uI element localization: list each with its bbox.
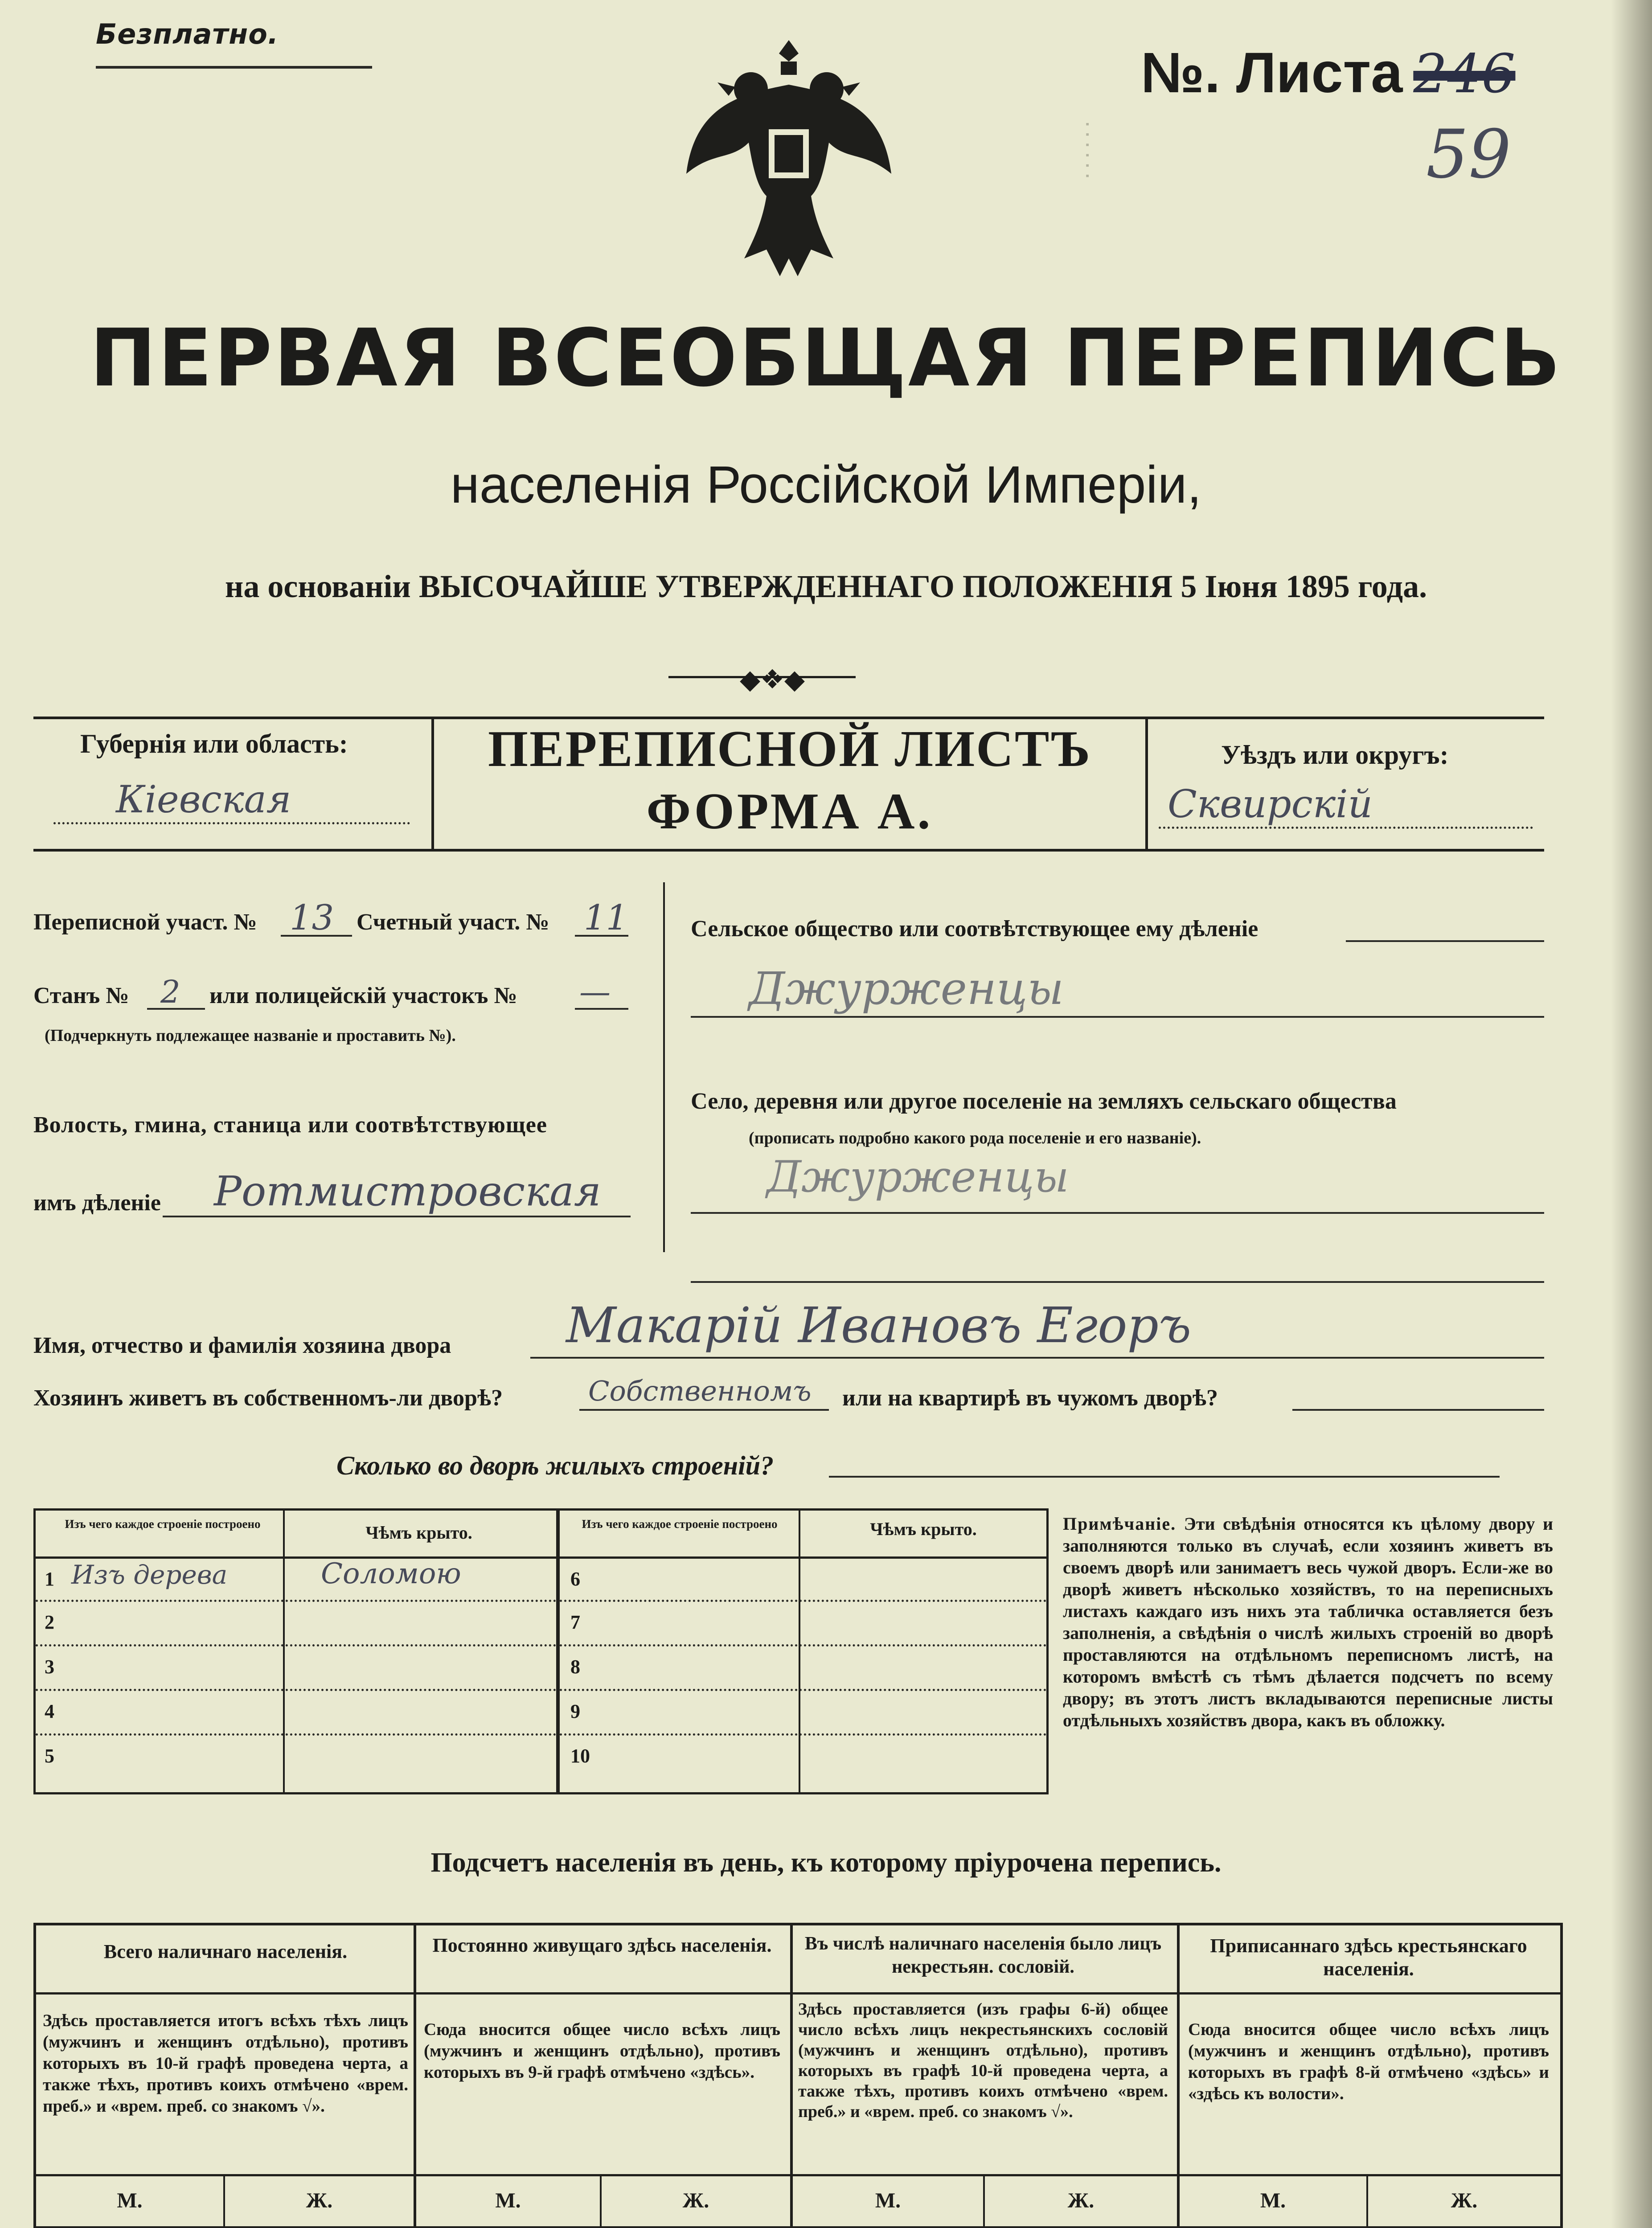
- obschestvo-line-2: [691, 1016, 1544, 1018]
- pop-zh-label: Ж.: [682, 2189, 709, 2212]
- buildings-row-line: [560, 1644, 1046, 1646]
- buildings-table-center: [556, 1511, 560, 1792]
- buildings-row-no: 7: [570, 1611, 580, 1633]
- subtitle: населенія Россійской Имперіи,: [450, 455, 1202, 514]
- buildings-row-no: 1: [45, 1568, 54, 1590]
- stan-line: [147, 1008, 205, 1010]
- buildings-col-material-left: Изъ чего каждое строеніе построено: [65, 1517, 261, 1531]
- buildings-row-no: 3: [45, 1656, 54, 1678]
- header-box-top: [33, 717, 1544, 719]
- note-label: Примѣчаніе.: [1063, 1514, 1176, 1534]
- selo-line-2: [691, 1281, 1544, 1283]
- sheet-no-value: 59: [1426, 116, 1511, 193]
- pop-zh-label: Ж.: [306, 2189, 333, 2212]
- free-label: Безплатно.: [96, 18, 279, 50]
- buildings-col-material-right: Изъ чего каждое строеніе построено: [582, 1517, 778, 1531]
- buildings-row-line: [36, 1600, 556, 1602]
- buildings-col-line-1: [283, 1511, 285, 1792]
- pop-col-desc: Здѣсь проставляется (изъ графы 6-й) общее число всѣхъ лицъ некрестьянскихъ сословій (мужчинъ и женщинъ отдѣльно), противъ которыхъ въ графѣ 10-й проведена черта, а также тѣхъ, противъ коихъ отмѣчено «врем. преб.» и «врем. преб. со знакомъ √».: [798, 2000, 1168, 2121]
- uchast-value: 13: [290, 898, 334, 938]
- pop-col-line: [1177, 1925, 1180, 2228]
- stan-label: Станъ №: [33, 983, 129, 1008]
- header-box-divider-right: [1145, 717, 1148, 852]
- police-label: или полицейскій участокъ №: [209, 983, 517, 1008]
- obschestvo-label: Сельское общество или соотвѣтствующее ему дѣленіе: [691, 916, 1258, 942]
- buildings-row-no: 5: [45, 1745, 54, 1767]
- pop-col-header: Постоянно живущаго здѣсь населенія.: [432, 1934, 772, 1956]
- buildings-row-material: Изъ дерева: [71, 1560, 228, 1590]
- stan-value: 2: [160, 974, 180, 1010]
- buildings-row-line: [560, 1733, 1046, 1736]
- pop-col-desc: Сюда вносится общее число всѣхъ лицъ (мужчинъ и женщинъ отдѣльно), противъ которыхъ въ 9-й графѣ отмѣчено «здѣсь».: [424, 2020, 780, 2082]
- uezd-label: Уѣздъ или округъ:: [1221, 740, 1449, 770]
- form-title: ПЕРЕПИСНОЙ ЛИСТЪ: [488, 721, 1092, 778]
- pop-col-header: Въ числѣ наличнаго населенія было лицъ некрестьян. сословій.: [804, 1933, 1162, 1977]
- buildings-row-line: [560, 1689, 1046, 1691]
- police-value: —: [579, 974, 611, 1010]
- buildings-label: Сколько во дворѣ жилыхъ строеній?: [336, 1451, 774, 1480]
- buildings-col-roof-right: Чѣмъ крыто.: [870, 1519, 977, 1539]
- schetny-line: [575, 935, 628, 937]
- pop-m-label: М.: [875, 2189, 901, 2212]
- buildings-row-no: 8: [570, 1656, 580, 1678]
- volost-label: Волость, гмина, станица или соотвѣтствующее: [33, 1112, 547, 1138]
- pop-col-line: [790, 1925, 793, 2228]
- uchast-label: Переписной участ. №: [33, 909, 257, 935]
- uezd-value: Сквирскій: [1168, 782, 1373, 827]
- buildings-row-line: [36, 1644, 556, 1646]
- buildings-row-no: 2: [45, 1611, 54, 1633]
- population-table: [33, 1923, 1563, 2228]
- selo-label: Село, деревня или другое поселеніе на земляхъ сельскаго общества: [691, 1089, 1397, 1114]
- obschestvo-value: Джурженцы: [749, 962, 1064, 1015]
- selo-line-1: [691, 1212, 1544, 1214]
- form-subtitle: ФОРМА А.: [646, 783, 933, 840]
- owner-value: Макарій Ивановъ Егоръ: [566, 1297, 1192, 1354]
- buildings-table: [33, 1508, 1049, 1794]
- note-block: [1063, 1513, 1553, 1731]
- ornament-icon: ◆❖◆: [740, 665, 805, 694]
- note-text: Эти свѣдѣнія относятся къ цѣлому двору и заполняются только въ случаѣ, если хозяинъ живетъ въ своемъ дворѣ или занимаетъ весь чужой дворъ. Если-же во дворѣ живетъ нѣсколько хозяйствъ, то на переписныхъ листахъ каждаго изъ нихъ эта табличка оставляется безъ заполненія, а свѣдѣнія о числѣ жилыхъ строеній во дворѣ проставляются на отдѣльномъ переписномъ листѣ, на которомъ вмѣстѣ съ тѣмъ дѣлается подсчетъ по всему двору; въ этотъ листъ вкладываются переписные листы отдѣльныхъ хозяйствъ двора, какъ въ обложку.: [1063, 1514, 1553, 1730]
- pop-m-label: М.: [1260, 2189, 1286, 2212]
- buildings-row-no: 4: [45, 1700, 54, 1722]
- buildings-table-header-line: [36, 1556, 1046, 1559]
- selo-value: Джурженцы: [767, 1152, 1069, 1202]
- pop-mf-line-bottom: [36, 2226, 1560, 2228]
- sheet-number: [1141, 40, 1515, 106]
- schetny-label: Счетный участ. №: [357, 909, 549, 935]
- volost-value: Ротмистровская: [214, 1167, 601, 1215]
- uezd-line: [1159, 827, 1533, 829]
- uchast-line: [281, 935, 352, 937]
- owner-label: Имя, отчество и фамилія хозяина двора: [33, 1333, 451, 1358]
- pop-col-desc: Здѣсь проставляется итогъ всѣхъ тѣхъ лицъ (мужчинъ и женщинъ отдѣльно), противъ которыхъ въ 10-й графѣ проведена черта, а также тѣхъ, противъ коихъ отмѣчено «врем. преб.» и «врем. преб. со знакомъ √».: [43, 2011, 408, 2116]
- pop-col-header: Приписаннаго здѣсь крестьянскаго населенія.: [1210, 1935, 1527, 1980]
- pop-m-label: М.: [117, 2189, 143, 2212]
- gubernia-label: Губернія или область:: [80, 729, 348, 758]
- field-area-divider: [663, 882, 665, 1252]
- buildings-col-roof-left: Чѣмъ крыто.: [365, 1523, 472, 1543]
- obschestvo-line-1: [1346, 940, 1544, 942]
- lives-line: [579, 1409, 829, 1411]
- lives-label-2: или на квартирѣ въ чужомъ дворѣ?: [842, 1385, 1218, 1411]
- buildings-row-no: 10: [570, 1745, 590, 1767]
- selo-note: (прописать подробно какого рода поселеніе и его названіе).: [749, 1129, 1201, 1147]
- owner-line: [530, 1357, 1544, 1359]
- buildings-line: [829, 1476, 1500, 1478]
- page-edge-shadow: [1611, 0, 1652, 2228]
- population-title: Подсчетъ населенія въ день, къ которому пріурочена перепись.: [430, 1847, 1222, 1878]
- volost-line: [163, 1216, 631, 1217]
- underline-note: (Подчеркнуть подлежащее названіе и проставить №).: [45, 1026, 456, 1045]
- pop-zh-label: Ж.: [1067, 2189, 1095, 2212]
- gubernia-line: [53, 822, 410, 824]
- bleed-through-text: · · · · · ·: [1078, 121, 1097, 178]
- buildings-row-line: [560, 1600, 1046, 1602]
- lives-line-2: [1292, 1409, 1544, 1411]
- gubernia-value: Кіевская: [116, 778, 291, 821]
- free-underline: [96, 66, 372, 69]
- buildings-row-no: 9: [570, 1700, 580, 1722]
- pop-m-label: М.: [495, 2189, 521, 2212]
- lives-value: Собственномъ: [588, 1375, 812, 1407]
- schetny-value: 11: [584, 898, 628, 938]
- buildings-row-no: 6: [570, 1568, 580, 1590]
- buildings-row-line: [36, 1733, 556, 1736]
- pop-col-desc: Сюда вносится общее число всѣхъ лицъ (мужчинъ и женщинъ отдѣльно), противъ которыхъ въ графѣ 8-й отмѣчено «здѣсь» и «здѣсь къ волости».: [1188, 2020, 1549, 2103]
- police-line: [575, 1008, 628, 1010]
- lives-label: Хозяинъ живетъ въ собственномъ-ли дворѣ?: [33, 1385, 503, 1411]
- pop-mf-line-top: [36, 2174, 1560, 2176]
- pop-zh-label: Ж.: [1451, 2189, 1478, 2212]
- pop-col-line: [414, 1925, 416, 2228]
- main-title: ПЕРВАЯ ВСЕОБЩАЯ ПЕРЕПИСЬ: [90, 312, 1562, 404]
- pop-header-line: [36, 1992, 1560, 1995]
- double-headed-eagle-icon: [677, 27, 900, 294]
- buildings-col-line-2: [799, 1511, 800, 1792]
- basis-line: на основаніи ВЫСОЧАЙШЕ УТВЕРЖДЕННАГО ПОЛОЖЕНІЯ 5 Іюня 1895 года.: [225, 569, 1427, 604]
- pop-col-header: Всего наличнаго населенія.: [103, 1941, 348, 1962]
- header-box-bottom: [33, 849, 1544, 852]
- buildings-row-line: [36, 1689, 556, 1691]
- volost-label-2: имъ дѣленіе: [33, 1190, 161, 1216]
- sheet-no-crossed: 246: [1413, 43, 1516, 105]
- sheet-no-label: №. Листа: [1141, 41, 1403, 105]
- buildings-row-roof: Соломою: [321, 1557, 461, 1590]
